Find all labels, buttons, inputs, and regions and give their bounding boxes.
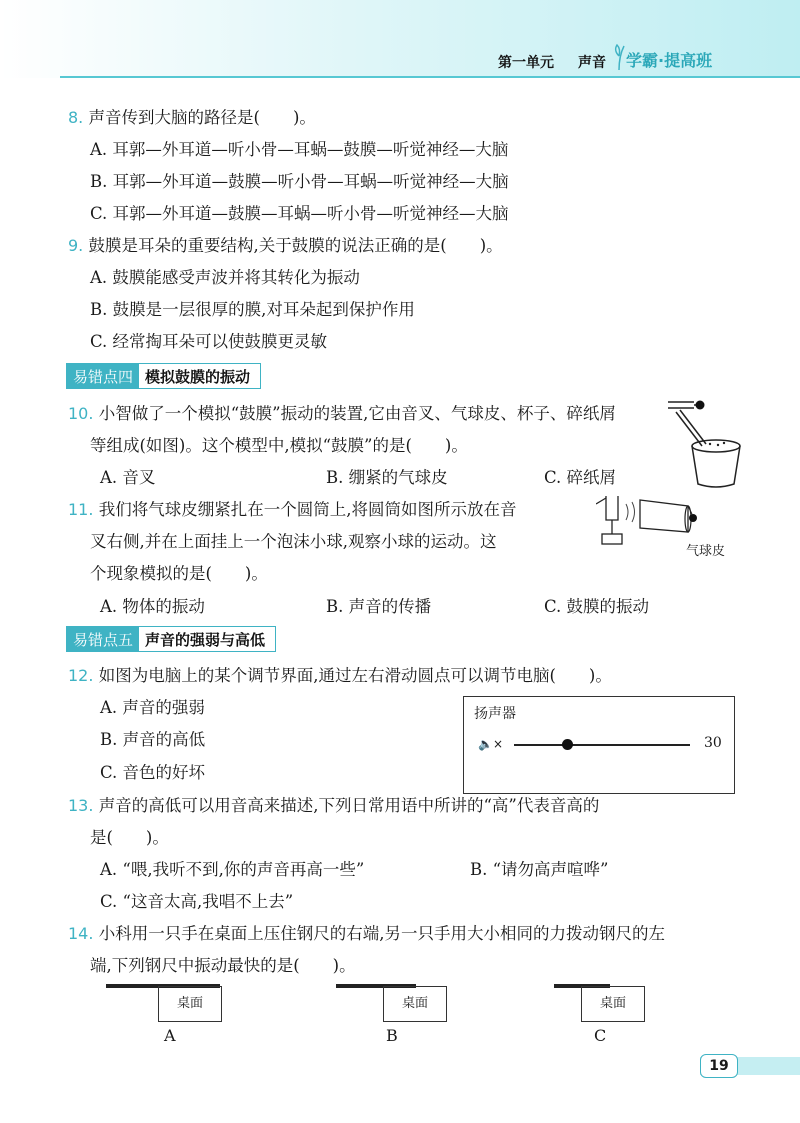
desk-b: 桌面 <box>383 986 447 1022</box>
question-number: 14. <box>68 924 94 943</box>
question-number: 10. <box>68 404 94 423</box>
mute-icon[interactable]: 🔈× <box>478 737 503 751</box>
question-10-cont: 等组成(如图)。这个模型中,模拟“鼓膜”的是( )。 <box>90 436 468 455</box>
option-11c: C. 鼓膜的振动 <box>544 597 650 616</box>
section-title: 模拟鼓膜的振动 <box>139 364 260 388</box>
speaker-settings-panel <box>463 696 735 794</box>
question-number: 9. <box>68 236 84 255</box>
page-number: 19 <box>700 1054 738 1078</box>
section-header-5 <box>66 626 276 652</box>
section-header-4 <box>66 363 261 389</box>
option-8b: B. 耳郭—外耳道—鼓膜—听小骨—耳蜗—听觉神经—大脑 <box>90 172 509 191</box>
topic-label: 声音 <box>578 55 606 71</box>
option-8c: C. 耳郭—外耳道—鼓膜—耳蜗—听小骨—听觉神经—大脑 <box>90 204 509 223</box>
question-11-cont1: 叉右侧,并在上面挂上一个泡沫小球,观察小球的运动。这 <box>90 532 497 551</box>
option-10b: B. 绷紧的气球皮 <box>326 468 448 487</box>
option-12b: B. 声音的高低 <box>100 730 206 749</box>
question-14-cont: 端,下列钢尺中振动最快的是( )。 <box>90 956 356 975</box>
option-11b: B. 声音的传播 <box>326 597 432 616</box>
unit-label: 第一单元 <box>498 55 554 71</box>
desk-a: 桌面 <box>158 986 222 1022</box>
question-number: 12. <box>68 666 94 685</box>
question-text: 声音传到大脑的路径是( )。 <box>88 108 316 127</box>
volume-slider-thumb[interactable] <box>562 739 573 750</box>
option-11a: A. 物体的振动 <box>100 597 205 616</box>
question-text: 如图为电脑上的某个调节界面,通过左右滑动圆点可以调节电脑( )。 <box>98 666 612 685</box>
option-letter-a: A <box>164 1026 176 1045</box>
option-9a: A. 鼓膜能感受声波并将其转化为振动 <box>90 268 360 287</box>
question-text: 鼓膜是耳朵的重要结构,关于鼓膜的说法正确的是( )。 <box>88 236 503 255</box>
section-tag: 易错点五 <box>67 627 139 651</box>
header-rule <box>60 76 800 78</box>
question-text: 声音的高低可以用音高来描述,下列日常用语中所讲的“高”代表音高的 <box>98 796 600 815</box>
section-title: 声音的强弱与高低 <box>139 627 275 651</box>
brand-leaf-icon <box>612 42 626 72</box>
option-13a: A. “喂,我听不到,你的声音再高一些” <box>100 860 365 879</box>
option-10a: A. 音叉 <box>100 468 156 487</box>
speaker-title: 扬声器 <box>474 706 516 722</box>
tuning-fork-cup-figure <box>666 388 748 490</box>
question-text: 小科用一只手在桌面上压住钢尺的右端,另一只手用大小相同的力拨动钢尺的左 <box>98 924 665 943</box>
question-11 <box>68 496 516 520</box>
option-8a: A. 耳郭—外耳道—听小骨—耳蜗—鼓膜—听觉神经—大脑 <box>90 140 509 159</box>
question-number: 8. <box>68 108 84 127</box>
option-12c: C. 音色的好坏 <box>100 763 206 782</box>
option-letter-b: B <box>386 1026 398 1045</box>
option-9c: C. 经常掏耳朵可以使鼓膜更灵敏 <box>90 332 328 351</box>
option-10c: C. 碎纸屑 <box>544 468 617 487</box>
question-13-cont: 是( )。 <box>90 828 169 847</box>
option-12a: A. 声音的强弱 <box>100 698 205 717</box>
question-11-cont2: 个现象模拟的是( )。 <box>90 564 268 583</box>
option-13b: B. “请勿高声喧哗” <box>470 860 609 879</box>
question-8 <box>68 104 316 128</box>
option-9b: B. 鼓膜是一层很厚的膜,对耳朵起到保护作用 <box>90 300 415 319</box>
question-number: 13. <box>68 796 94 815</box>
question-14 <box>68 920 665 944</box>
question-12 <box>68 662 612 686</box>
question-9 <box>68 232 503 256</box>
section-tag: 易错点四 <box>67 364 139 388</box>
volume-value: 30 <box>704 735 722 751</box>
brand-logo: 学霸·提高班 <box>626 51 713 70</box>
desk-c: 桌面 <box>581 986 645 1022</box>
question-13 <box>68 792 599 816</box>
question-10 <box>68 400 616 424</box>
question-text: 小智做了一个模拟“鼓膜”振动的装置,它由音叉、气球皮、杯子、碎纸屑 <box>98 404 616 423</box>
volume-slider-track[interactable] <box>514 744 690 746</box>
option-letter-c: C <box>594 1026 607 1045</box>
question-text: 我们将气球皮绷紧扎在一个圆筒上,将圆筒如图所示放在音 <box>98 500 517 519</box>
option-13c: C. “这音太高,我唱不上去” <box>100 892 294 911</box>
balloon-label: 气球皮 <box>686 544 726 559</box>
question-number: 11. <box>68 500 94 519</box>
